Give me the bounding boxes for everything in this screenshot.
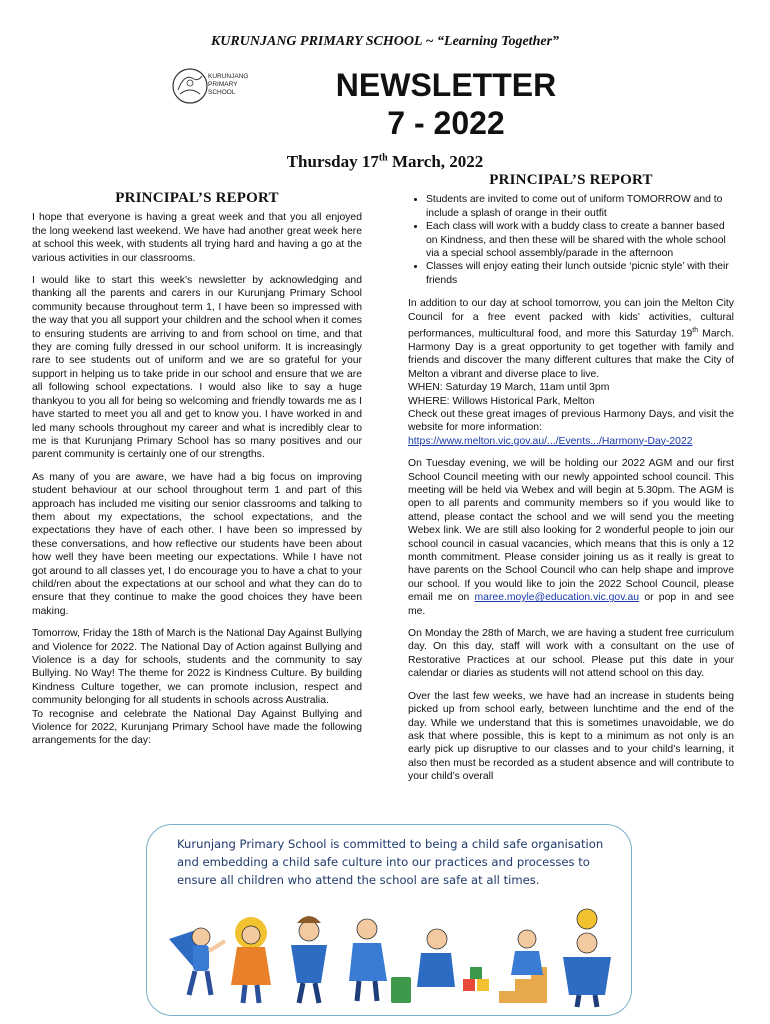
arrangements-list bbox=[408, 193, 734, 287]
event-when: WHEN: Saturday 19 March, 11am until 3pm bbox=[408, 382, 610, 394]
harmony-day-block bbox=[408, 297, 734, 448]
harmony-text-rest: March. Harmony Day is a great opportunity to get together with family and friends and discover the many different cultures that make the City of Melton a vibrant and diverse place to live. bbox=[408, 328, 734, 380]
paragraph-behaviour: As many of you are aware, we have had a big focus on improving student behaviour at our school throughout term 1 and part of this approach has included me visiting our senior classrooms and talking to them about my expectations, the school expectations, and the expectations they have of each other. I have been so impressed by these conversations, and how reflective our students have been about how well they have been meeting our expectations. While I have not got around to all classes yet, I do encourage you to have a chat to your child/ren about the expectations at our school and what they can do to ensure that they continue to make the good choices they have been making. bbox=[32, 471, 362, 617]
svg-text:KURUNJANG: KURUNJANG bbox=[208, 73, 249, 80]
paragraph-welcome: I hope that everyone is having a great week and that you all enjoyed the long weekend last weekend. We have had another great week here at school this week, with students all trying hard and having a go at the various activities in our classrooms. bbox=[32, 212, 362, 264]
paragraph-curriculum-day: On Monday the 28th of March, we are having a student free curriculum day. On this day, staff will work with a consultant on the use of Restorative Practices at our school. Please put this date in your calendar or diaries as students will not attend school on this day. bbox=[408, 628, 734, 680]
hero-child-figure bbox=[169, 928, 225, 995]
hero-child-figure bbox=[417, 929, 489, 991]
list-item: • Students are invited to come out of uniform TOMORROW and to include a splash of orange in their outfit bbox=[426, 193, 734, 220]
right-column bbox=[408, 174, 734, 793]
agm-text: On Tuesday evening, we will be holding our 2022 AGM and our first School Council meeting with our newly appointed school council. This meeting will be held via Webex and will begin at 5.30pm. The AGM is open to all parents and community members so if you would like to attend, please contact the school and we will send you the meeting Webex link. We are still also looking for 2 wonderful people to join our school council in casual vacancies, which means that this is only a 12 month commitment. Please consider joining us as it really is great to have parents on the School Council who can help shape and improve our school. If you would like to join the 2022 School Council, please email me on bbox=[408, 458, 734, 604]
newsletter-title bbox=[240, 66, 652, 142]
left-column bbox=[32, 192, 362, 757]
superhero-children-illustration bbox=[159, 899, 619, 1009]
paragraph-harmony-day bbox=[408, 297, 734, 381]
harmony-text: In addition to our day at school tomorrow, you can join the Melton City Council for a free event packed with kids’ activities, cultural performances, multicultural food, and more this Saturday 19 bbox=[408, 298, 734, 340]
paragraph-arrangements: To recognise and celebrate the National Day Against Bullying and Violence for 2022, Kurunjang Primary School have made the following arrangements for the day: bbox=[32, 708, 362, 747]
event-check: Check out these great images of previous Harmony Days, and visit the website for more information: bbox=[408, 408, 734, 434]
principal-email-link[interactable]: maree.moyle@education.vic.gov.au bbox=[474, 592, 640, 604]
title-line-newsletter: NEWSLETTER bbox=[335, 67, 557, 103]
paragraph-bullying-day: Tomorrow, Friday the 18th of March is the National Day Against Bullying and Violence for 2022. The National Day of Action against Bullying and Violence is a day for schools, students and the community to say Bullying. No Way! The theme for 2022 is Kindness Culture. By building Kindness Culture together, we can promote inclusion, respect and community belonging for all students in schools across Australia. bbox=[32, 628, 362, 707]
paragraph-agm bbox=[408, 457, 734, 618]
hero-child-figure bbox=[563, 909, 611, 1007]
agm-text-end: or pop in and see me. bbox=[408, 592, 734, 617]
hero-child-figure bbox=[231, 917, 271, 1003]
child-safe-banner bbox=[146, 824, 632, 1016]
child-safe-statement: Kurunjang Primary School is committed to being a child safe organisation and embedding a child safe culture into our practices and processes to ensure all children who attend the school are safe at all times. bbox=[177, 837, 604, 887]
hero-child-figure bbox=[349, 919, 411, 1003]
date-day: Thursday 17 bbox=[286, 152, 379, 171]
harmony-day-link[interactable]: https://www.melton.vic.gov.au/.../Events.../Harmony-Day-2022 bbox=[408, 435, 693, 447]
paragraph-early-pickup: Over the last few weeks, we have had an increase in students being picked up from school early, between lunchtime and the end of the day. While we understand that this is sometimes unavoidable, we do ask that where possible, this is kept to a minimum as not only is an early pick up disruptive to our classes and to your child’s learning, it also then must be recorded as a student absence and will contribute to your child’s overall bbox=[408, 690, 734, 783]
list-item: • Classes will enjoy eating their lunch outside ‘picnic style’ with their friends bbox=[426, 260, 734, 287]
running-header: KURUNJANG PRIMARY SCHOOL ~ “Learning Together” bbox=[210, 34, 560, 49]
hero-child-figure bbox=[499, 930, 547, 1003]
event-where: WHERE: Willows Historical Park, Melton bbox=[408, 395, 595, 407]
date-suffix: th bbox=[378, 152, 388, 164]
principals-report-heading-continued: PRINCIPAL’S REPORT bbox=[489, 172, 653, 188]
list-item: • Each class will work with a buddy class to create a banner based on Kindness, and then these will be shared with the whole school via a special school assembly/parade in the afternoon bbox=[426, 220, 734, 260]
harmony-suffix: th bbox=[692, 327, 699, 335]
principals-report-heading: PRINCIPAL’S REPORT bbox=[115, 190, 279, 206]
issue-date bbox=[0, 152, 770, 172]
title-line-issue: 7 - 2022 bbox=[387, 105, 505, 141]
svg-text:SCHOOL: SCHOOL bbox=[208, 89, 236, 96]
paragraph-thanks: I would like to start this week’s newsletter by acknowledging and thanking all the parents and carers in our Kurunjang Primary School community because throughout term 1, I have been so impressed with the way that you all support your children and the school when it comes to ensuring students are arriving to and from school on time, and that they are coming fully dressed in our school uniform. It is increasingly rare to see students out of uniform and we are so grateful for your support in helping us to take pride in our school and ensure that we are all following school expectations. I would also like to say a huge thankyou to you all for being so welcoming and friendly towards me as I have started to meet you all and get to know you. I have worked in and led many schools throughout my career and what is incredibly clear to me is that Kurunjang Primary School has so many positives and our parent community is certainly one of our strengths. bbox=[32, 275, 362, 461]
date-rest: March, 2022 bbox=[387, 152, 484, 171]
hero-child-figure bbox=[291, 916, 327, 1003]
svg-text:PRIMARY: PRIMARY bbox=[208, 81, 238, 88]
